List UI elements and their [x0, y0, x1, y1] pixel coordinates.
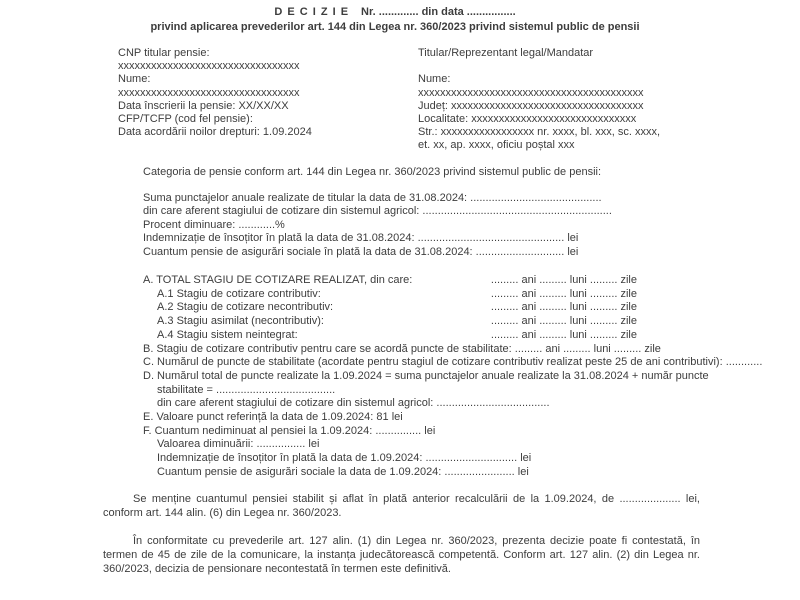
stage-row-unintegrated [143, 329, 637, 343]
document-number-and-date: Nr. ............. din data ................ [361, 6, 516, 18]
social-insurance-pension-amount-line: Cuantum pensie de asigurări sociale în plată la data de 31.08.2024: ............................. lei [143, 245, 579, 258]
agricultural-share-points-line: din care aferent stagiului de cotizare din sistemul agricol: ..................................... [157, 397, 550, 410]
pension-enrollment-date-line: Data înscrierii la pensie: XX/XX/XX [118, 99, 289, 112]
representative-block [418, 47, 788, 153]
pension-category-line: Categoria de pensie conform art. 144 din Legea nr. 360/2023 privind sistemul public de pensii: [143, 166, 602, 178]
annual-points-sum-line: Suma punctajelor anuale realizate de titular la data de 31.08.2024: ........................................... [143, 192, 602, 204]
stage-units-fill-in: ......... ani ......... luni ......... zile [490, 301, 637, 314]
agricultural-system-share-line: din care aferent stagiului de cotizare din sistemul agricol: .............................................................. [143, 205, 612, 218]
total-points-line: D. Numărul total de puncte realizate la 1.09.2024 = suma punctajelor anuale realizate la 31.08.2024 + număr puncte [143, 369, 709, 382]
reduction-percent-line: Procent diminuare: ............% [143, 218, 285, 231]
undiminished-amount-line: F. Cuantum nediminuat al pensiei la 1.09.2024: ............... lei [143, 424, 436, 437]
contribution-periods-block [143, 274, 793, 480]
stability-points-stage-line: B. Stagiu de cotizare contributiv pentru care se acordă puncte de stabilitate: ......... ani ......... luni ......... zile [143, 342, 661, 355]
document-title-word: D E C I Z I E [274, 6, 350, 18]
document-subtitle: privind aplicarea prevederilor art. 144 din Legea nr. 360/2023 privind sistemul public de pensii [150, 21, 640, 33]
name-value-masked: xxxxxxxxxxxxxxxxxxxxxxxxxxxxxxxxx [118, 86, 300, 99]
locality-line: Localitate: xxxxxxxxxxxxxxxxxxxxxxxxxxxxxx [418, 113, 637, 125]
stage-label: A.1 Stagiu de cotizare contributiv: [157, 287, 321, 300]
document-title-line [0, 5, 790, 20]
stage-units-fill-in: ......... ani ......... luni ......... zile [490, 287, 637, 300]
stage-label: A.4 Stagiu sistem neintegrat: [157, 328, 298, 341]
attendant-allowance-line: Indemnizație de însoțitor în plată la data de 31.08.2024: ................................................ lei [143, 232, 579, 245]
stage-row-contributory [143, 288, 637, 302]
street-line: Str.: xxxxxxxxxxxxxxxxx nr. xxxx, bl. xxx, sc. xxxx, [418, 126, 661, 139]
total-points-fill-in-line: stabilitate = ....................................... [157, 383, 336, 396]
social-insurance-pension-new-line: Cuantum pensie de asigurări sociale la data de 1.09.2024: ....................... lei [157, 465, 529, 478]
document-header [0, 5, 790, 35]
pension-type-code-line: CFP/TCFP (cod fel pensie): [118, 113, 253, 126]
appeal-rights-paragraph: În conformitate cu prevederile art. 127 alin. (1) din Legea nr. 360/2023, prezenta decizie poate fi contestată, în termen de 45 de zile de la comunicare, la instanța judecătorească competentă. Conform art. 127 alin. (2) din Legea nr. 360/2023, decizia de pensionare necontestată în termen este definitivă. [103, 535, 700, 575]
points-summary-block [143, 192, 793, 259]
stage-row-total [143, 274, 637, 288]
stage-row-non-contributory [143, 301, 637, 315]
stage-label: A.3 Stagiu asimilat (necontributiv): [157, 315, 324, 328]
new-rights-date-line: Data acordării noilor drepturi: 1.09.2024 [118, 126, 312, 139]
representative-heading: Titular/Reprezentant legal/Mandatar [418, 47, 594, 59]
attendant-allowance-new-line: Indemnizație de însoțitor în plată la data de 1.09.2024: .............................. lei [157, 452, 532, 465]
name-label: Nume: [118, 73, 151, 86]
stage-row-assimilated [143, 315, 637, 329]
stage-units-fill-in: ......... ani ......... luni ......... zile [490, 274, 637, 286]
reference-point-value-line: E. Valoare punct referință la data de 1.09.2024: 81 lei [143, 411, 403, 424]
stability-points-count-line: C. Numărul de puncte de stabilitate (acordate pentru stagiul de cotizare contributiv realizat peste 25 de ani contributivi): ............ [143, 356, 763, 369]
stage-label: A.2 Stagiu de cotizare necontributiv: [157, 301, 334, 314]
representative-name-label: Nume: [418, 73, 451, 86]
stage-units-fill-in: ......... ani ......... luni ......... zile [490, 328, 637, 341]
reduction-value-line: Valoarea diminuării: ................ lei [157, 438, 320, 451]
cnp-label: CNP titular pensie: [118, 47, 210, 59]
county-line: Județ: xxxxxxxxxxxxxxxxxxxxxxxxxxxxxxxxxxx [418, 99, 644, 112]
stage-label: A. TOTAL STAGIU DE COTIZARE REALIZAT, din care: [143, 274, 413, 286]
pension-holder-block [118, 47, 418, 139]
cnp-value-masked: xxxxxxxxxxxxxxxxxxxxxxxxxxxxxxxxx [118, 60, 300, 73]
representative-name-value-masked: xxxxxxxxxxxxxxxxxxxxxxxxxxxxxxxxxxxxxxxxx [418, 86, 644, 99]
address-continued-line: et. xx, ap. xxxx, oficiu poștal xxx [418, 139, 575, 152]
stage-units-fill-in: ......... ani ......... luni ......... zile [490, 315, 637, 328]
blank-line [418, 60, 788, 73]
maintained-amount-paragraph: Se menține cuantumul pensiei stabilit și aflat în plată anterior recalculării de la 1.09.2024, de .................... lei, conform art. 144 alin. (6) din Legea nr. 360/2023. [103, 493, 700, 519]
